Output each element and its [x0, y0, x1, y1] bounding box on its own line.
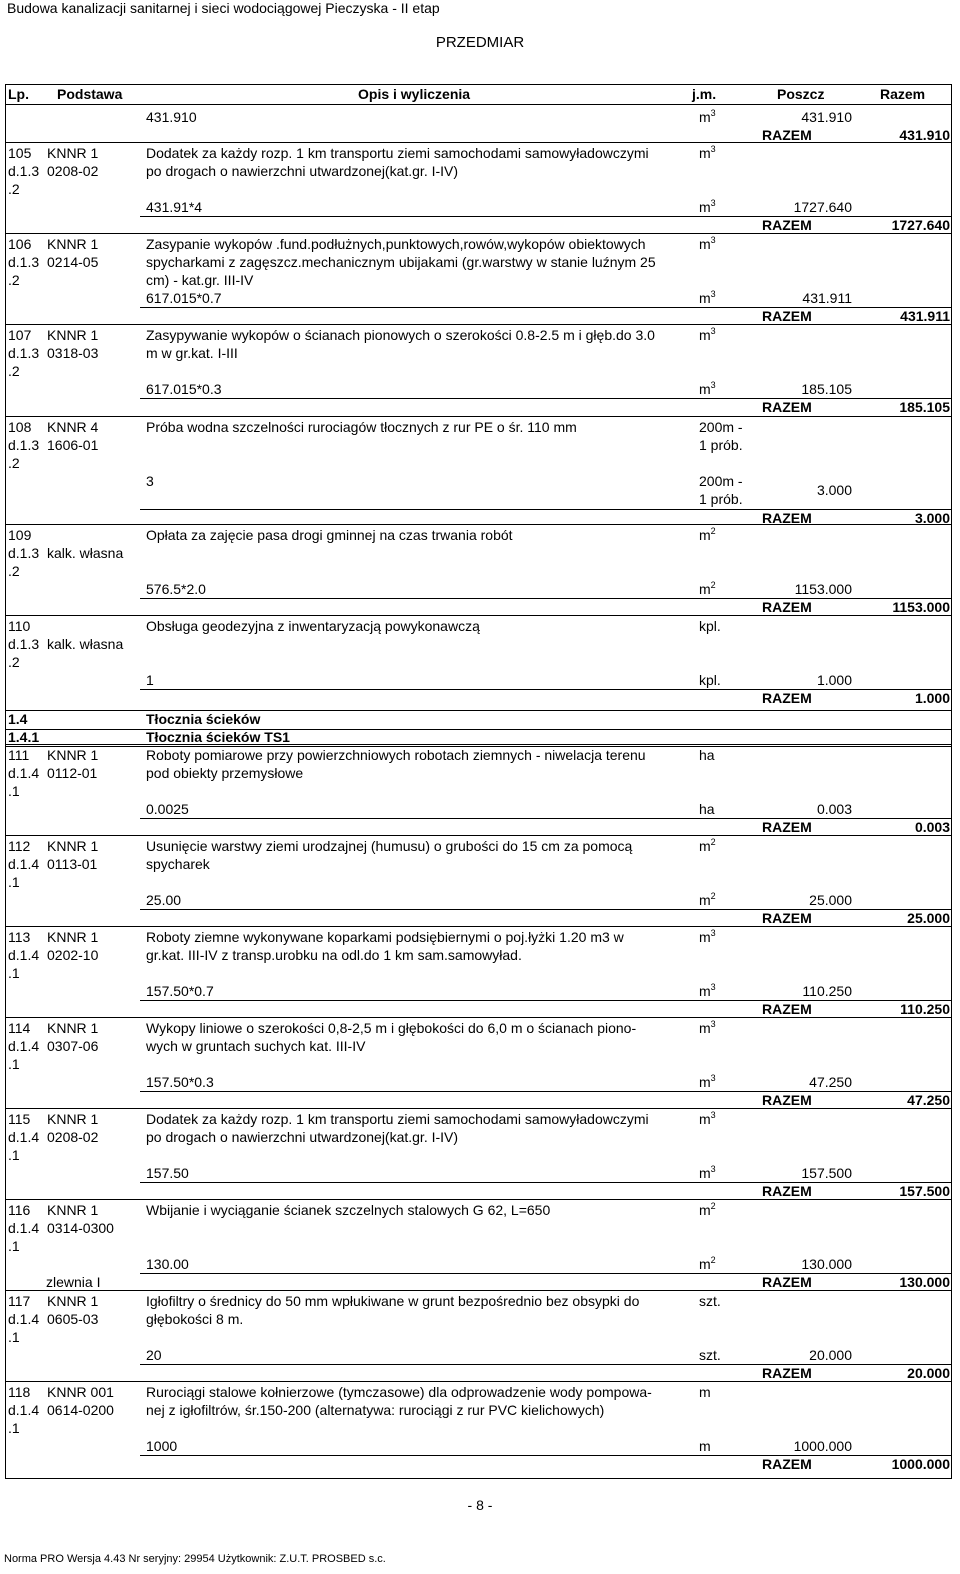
row-basis: zlewnia I	[46, 1274, 101, 1290]
carry-over-razem-value: 431.910	[899, 127, 950, 143]
column-header-razem: Razem	[880, 86, 926, 102]
column-header-jm: j.m.	[692, 86, 717, 102]
row-description: cm) - kat.gr. III-IV	[146, 272, 254, 288]
row-description: Wykopy liniowe o szerokości 0,8-2,5 m i głębokości do 6,0 m o ścianach piono-	[146, 1020, 637, 1036]
column-header-opis: Opis i wyliczenia	[358, 86, 471, 102]
row-number: 114	[8, 1020, 31, 1036]
row-description: Usunięcie warstwy ziemi urodzajnej (humusu) o grubości do 15 cm za pomocą	[146, 838, 633, 854]
row-number: d.1.3	[8, 545, 40, 561]
row-basis: kalk. własna	[47, 545, 124, 561]
row-razem-label: RAZEM	[762, 1274, 812, 1290]
row-razem-value: 1727.640	[891, 217, 950, 233]
row-number: .1	[8, 1329, 20, 1345]
row-basis: 0605-03	[47, 1311, 99, 1327]
razem-rule	[140, 1091, 952, 1092]
table-header-rule	[5, 104, 952, 105]
row-number: .2	[8, 654, 20, 670]
row-unit: $m^3$	[699, 144, 716, 161]
row-calc: 25.00	[146, 892, 182, 908]
razem-rule	[140, 689, 952, 690]
row-poszcz: 110.250	[802, 983, 852, 999]
page-number: - 8 -	[467, 1497, 493, 1513]
row-basis: KNNR 1	[47, 929, 99, 945]
row-calc: 431.91*4	[146, 199, 203, 215]
row-razem-label: RAZEM	[762, 399, 812, 415]
row-number: .1	[8, 1056, 20, 1072]
row-number: 105	[8, 145, 32, 161]
row-separator	[5, 416, 952, 417]
row-number: d.1.3	[8, 636, 40, 652]
row-number: 117	[8, 1293, 31, 1309]
row-number: 106	[8, 236, 32, 252]
row-description: Opłata za zajęcie pasa drogi gminnej na czas trwania robót	[146, 527, 513, 543]
row-calc: 20	[146, 1347, 162, 1363]
row-poszcz: 47.250	[809, 1074, 852, 1090]
razem-rule	[140, 1182, 952, 1183]
row-razem-value: 110.250	[900, 1001, 950, 1017]
row-razem-label: RAZEM	[762, 217, 812, 233]
row-description: m w gr.kat. I-III	[146, 345, 238, 361]
row-calc-unit-line2: 1 prób.	[699, 491, 743, 507]
row-description: Dodatek za każdy rozp. 1 km transportu ziemi samochodami samowyładowczymi	[146, 1111, 649, 1127]
razem-rule	[140, 818, 952, 819]
row-number: d.1.4	[8, 1038, 40, 1054]
row-calc: 157.50*0.3	[146, 1074, 214, 1090]
row-unit: 200m -	[699, 419, 743, 435]
row-basis: 0314-0300	[47, 1220, 114, 1236]
row-description: nej z igłofiltrów, śr.150-200 (alternatywa: rurociągi z rur PVC kielichowych)	[146, 1402, 605, 1418]
row-number: 112	[8, 838, 31, 854]
row-basis: 1606-01	[47, 437, 99, 453]
row-description: Dodatek za każdy rozp. 1 km transportu ziemi samochodami samowyładowczymi	[146, 145, 649, 161]
row-basis: KNNR 1	[47, 1020, 99, 1036]
row-separator	[5, 233, 952, 234]
column-header-poszcz: Poszcz	[777, 86, 825, 102]
row-unit: $m^3$	[699, 1110, 716, 1127]
row-poszcz: 3.000	[816, 482, 852, 498]
carry-over-poszcz: 431.910	[801, 109, 852, 125]
row-calc: 3	[146, 473, 154, 489]
row-basis: KNNR 1	[47, 236, 99, 252]
row-separator	[5, 524, 952, 525]
row-basis: 0214-05	[47, 254, 99, 270]
row-number: .1	[8, 1420, 20, 1436]
row-calc: 1000	[146, 1438, 178, 1454]
row-number: 116	[8, 1202, 31, 1218]
row-calc: 617.015*0.7	[146, 290, 222, 306]
row-calc: 1	[146, 672, 154, 688]
row-number: d.1.4	[8, 1129, 40, 1145]
row-razem-value: 0.003	[914, 819, 950, 835]
row-poszcz: 1153.000	[794, 581, 852, 597]
row-description: Obsługa geodezyjna z inwentaryzacją powykonawczą	[146, 618, 480, 634]
row-description: po drogach o nawierzchni utwardzonej(kat.gr. I-IV)	[146, 1129, 459, 1145]
row-razem-value: 1153.000	[892, 599, 950, 615]
row-number: .2	[8, 272, 20, 288]
row-poszcz: 1000.000	[793, 1438, 852, 1454]
row-calc-unit: $m^3$	[699, 289, 716, 306]
row-separator	[5, 835, 952, 836]
row-number: d.1.3	[8, 163, 40, 179]
row-separator	[5, 1108, 952, 1109]
razem-rule	[140, 909, 952, 910]
razem-rule	[140, 1000, 952, 1001]
row-basis: kalk. własna	[47, 636, 124, 652]
row-separator	[5, 142, 952, 143]
row-number: d.1.3	[8, 345, 40, 361]
row-description: Zasypanie wykopów .fund.podłużnych,punktowych,rowów,wykopów obiektowych	[146, 236, 646, 252]
row-unit: szt.	[699, 1293, 721, 1309]
row-number: d.1.3	[8, 437, 40, 453]
row-razem-value: 431.911	[900, 308, 950, 324]
row-basis: KNNR 1	[47, 1293, 99, 1309]
row-description: wych w gruntach suchych kat. III-IV	[146, 1038, 366, 1054]
row-unit: kpl.	[699, 618, 721, 634]
razem-rule	[140, 1273, 952, 1274]
row-calc: 576.5*2.0	[146, 581, 206, 597]
row-poszcz: 185.105	[801, 381, 852, 397]
row-razem-label: RAZEM	[762, 599, 812, 615]
row-razem-value: 185.105	[899, 399, 950, 415]
row-razem-value: 20.000	[907, 1365, 950, 1381]
row-number: 109	[8, 527, 32, 543]
row-calc-unit: $m^2$	[699, 580, 716, 597]
row-separator	[5, 1017, 952, 1018]
row-calc-unit: m	[699, 1438, 711, 1454]
row-basis: KNNR 1	[47, 327, 99, 343]
row-number: d.1.4	[8, 1220, 40, 1236]
row-number: 110	[8, 618, 31, 634]
row-basis: 0614-0200	[47, 1402, 114, 1418]
row-number: .2	[8, 455, 20, 471]
row-number: d.1.4	[8, 1311, 40, 1327]
row-description: spycharek	[146, 856, 210, 872]
row-calc-unit: $m^3$	[699, 982, 716, 999]
row-basis: 0307-06	[47, 1038, 99, 1054]
row-description: głębokości 8 m.	[146, 1311, 244, 1327]
row-basis: 0208-02	[47, 1129, 99, 1145]
row-basis: KNNR 001	[47, 1384, 114, 1400]
row-razem-label: RAZEM	[762, 1365, 812, 1381]
row-separator	[5, 926, 952, 927]
row-calc-unit: $m^3$	[699, 380, 716, 397]
row-poszcz: 20.000	[809, 1347, 852, 1363]
carry-over-unit: $m^3$	[699, 108, 716, 125]
row-number: .2	[8, 181, 20, 197]
row-description: gr.kat. III-IV z transp.urobku na odl.do 1 km sam.samowyład.	[146, 947, 522, 963]
razem-rule	[140, 598, 952, 599]
row-razem-value: 3.000	[914, 510, 950, 526]
row-poszcz: 431.911	[802, 290, 852, 306]
row-calc-unit: szt.	[699, 1347, 721, 1363]
row-unit: $m^3$	[699, 928, 716, 945]
row-number: .1	[8, 1147, 20, 1163]
row-razem-label: RAZEM	[762, 910, 812, 926]
row-razem-value: 47.250	[907, 1092, 950, 1108]
row-description: Roboty ziemne wykonywane koparkami podsiębiernymi o poj.łyżki 1.20 m3 w	[146, 929, 624, 945]
row-unit: $m^2$	[699, 526, 716, 543]
row-poszcz: 130.000	[801, 1256, 852, 1272]
table-bottom-rule	[5, 1478, 952, 1479]
row-calc-unit: $m^3$	[699, 1164, 716, 1181]
row-description: Roboty pomiarowe przy powierzchniowych robotach ziemnych - niwelacja terenu	[146, 747, 646, 763]
section-title: Tłocznia ścieków	[146, 711, 261, 727]
row-razem-value: 130.000	[899, 1274, 950, 1290]
row-razem-label: RAZEM	[762, 1456, 812, 1472]
row-poszcz: 1727.640	[793, 199, 852, 215]
row-separator	[5, 1290, 952, 1291]
row-number: 115	[8, 1111, 31, 1127]
row-calc: 157.50	[146, 1165, 189, 1181]
row-number: .1	[8, 783, 20, 799]
row-basis: KNNR 1	[47, 1111, 99, 1127]
section-title: Tłocznia ścieków TS1	[146, 729, 290, 745]
row-basis: 0318-03	[47, 345, 99, 361]
row-unit: $m^3$	[699, 326, 716, 343]
row-description: Igłofiltry o średnicy do 50 mm wpłukiwane w grunt bezpośrednio bez obsypki do	[146, 1293, 640, 1309]
row-separator	[5, 1381, 952, 1382]
row-description: po drogach o nawierzchni utwardzonej(kat.gr. I-IV)	[146, 163, 459, 179]
razem-rule	[140, 398, 952, 399]
row-razem-label: RAZEM	[762, 510, 812, 526]
row-separator	[5, 1199, 952, 1200]
section-number: 1.4.1	[8, 729, 40, 745]
document-title: Budowa kanalizacji sanitarnej i sieci wodociągowej Pieczyska - II etap	[7, 0, 440, 16]
razem-rule	[140, 509, 952, 510]
carry-over-calc: 431.910	[146, 109, 197, 125]
row-calc-unit: $m^3$	[699, 198, 716, 215]
row-razem-label: RAZEM	[762, 819, 812, 835]
row-razem-value: 157.500	[899, 1183, 950, 1199]
row-razem-label: RAZEM	[762, 1001, 812, 1017]
row-number: 111	[8, 747, 30, 763]
row-separator	[5, 744, 952, 745]
row-basis: KNNR 4	[47, 419, 99, 435]
row-number: .1	[8, 874, 20, 890]
row-razem-label: RAZEM	[762, 1092, 812, 1108]
row-description: Wbijanie i wyciąganie ścianek szczelnych stalowych G 62, L=650	[146, 1202, 551, 1218]
row-unit: $m^2$	[699, 1201, 716, 1218]
row-basis: 0208-02	[47, 163, 99, 179]
carry-over-razem-label: RAZEM	[762, 127, 812, 143]
row-number: .1	[8, 965, 20, 981]
row-poszcz: 1.000	[816, 672, 852, 688]
razem-rule	[140, 307, 952, 308]
row-basis: KNNR 1	[47, 1202, 99, 1218]
row-number: 118	[8, 1384, 31, 1400]
row-unit: $m^3$	[699, 235, 716, 252]
row-calc-unit: kpl.	[699, 672, 721, 688]
row-calc: 0.0025	[146, 801, 189, 817]
row-unit: $m^3$	[699, 1019, 716, 1036]
row-calc: 157.50*0.7	[146, 983, 214, 999]
row-description: pod obiekty przemysłowe	[146, 765, 304, 781]
row-number: d.1.4	[8, 856, 40, 872]
table-top-rule	[5, 84, 952, 85]
row-calc-unit: ha	[699, 801, 715, 817]
row-basis: 0113-01	[47, 856, 98, 872]
row-calc-unit: 200m -	[699, 473, 743, 489]
row-calc: 617.015*0.3	[146, 381, 222, 397]
row-number: 108	[8, 419, 32, 435]
row-razem-label: RAZEM	[762, 1183, 812, 1199]
row-calc-unit: $m^3$	[699, 1073, 716, 1090]
row-razem-label: RAZEM	[762, 690, 812, 706]
row-calc-unit: $m^2$	[699, 1255, 716, 1272]
row-basis: 0112-01	[47, 765, 98, 781]
row-separator	[5, 615, 952, 616]
row-unit: ha	[699, 747, 715, 763]
row-basis: KNNR 1	[47, 747, 99, 763]
row-description: spycharkami z zagęszcz.mechanicznym ubijakami (gr.warstwy w stanie luźnym 25	[146, 254, 656, 270]
row-description: Zasypywanie wykopów o ścianach pionowych o szerokości 0.8-2.5 m i głęb.do 3.0	[146, 327, 655, 343]
row-description: Rurociągi stalowe kołnierzowe (tymczasowe) dla odprowadzenie wody pompowa-	[146, 1384, 652, 1400]
row-razem-label: RAZEM	[762, 308, 812, 324]
document-type: PRZEDMIAR	[435, 34, 525, 51]
row-razem-value: 1.000	[914, 690, 950, 706]
row-number: .2	[8, 563, 20, 579]
column-header-lp: Lp.	[8, 86, 29, 102]
table-right-border	[951, 84, 952, 1479]
footer-text: Norma PRO Wersja 4.43 Nr seryjny: 29954 Użytkownik: Z.U.T. PROSBED s.c.	[4, 1553, 386, 1565]
row-number: d.1.4	[8, 1402, 40, 1418]
row-separator	[5, 324, 952, 325]
row-razem-value: 25.000	[907, 910, 950, 926]
row-poszcz: 0.003	[816, 801, 852, 817]
row-number: 107	[8, 327, 32, 343]
row-unit-line2: 1 prób.	[699, 437, 743, 453]
row-description: Próba wodna szczelności rurociagów tłocznych z rur PE o śr. 110 mm	[146, 419, 577, 435]
row-basis: KNNR 1	[47, 145, 99, 161]
section-number: 1.4	[8, 711, 28, 727]
row-razem-value: 1000.000	[891, 1456, 950, 1472]
table-left-border	[5, 84, 6, 1479]
row-unit: m	[699, 1384, 711, 1400]
row-calc-unit: $m^2$	[699, 891, 716, 908]
row-number: 113	[8, 929, 31, 945]
row-poszcz: 25.000	[809, 892, 852, 908]
row-basis: KNNR 1	[47, 838, 99, 854]
row-number: d.1.4	[8, 765, 40, 781]
row-number: d.1.4	[8, 947, 40, 963]
razem-rule	[140, 1364, 952, 1365]
row-basis: 0202-10	[47, 947, 99, 963]
row-calc: 130.00	[146, 1256, 189, 1272]
column-header-podstawa: Podstawa	[57, 86, 123, 102]
razem-rule	[140, 216, 952, 217]
row-number: d.1.3	[8, 254, 40, 270]
row-unit: $m^2$	[699, 837, 716, 854]
row-number: .2	[8, 363, 20, 379]
razem-rule	[140, 1455, 952, 1456]
row-poszcz: 157.500	[801, 1165, 852, 1181]
row-number: .1	[8, 1238, 20, 1254]
